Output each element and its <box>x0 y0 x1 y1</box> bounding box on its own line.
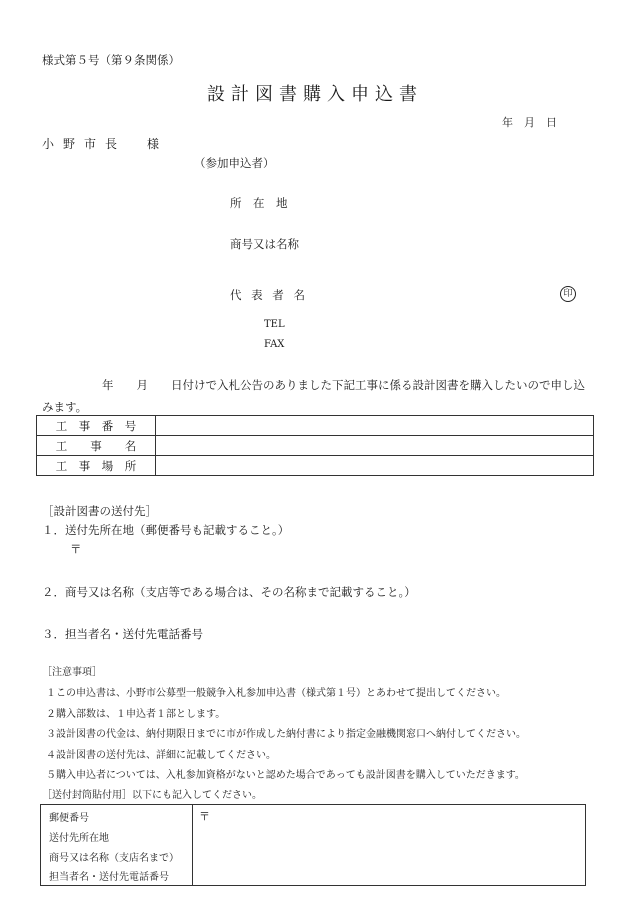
tel-label: TEL <box>264 319 285 330</box>
application-statement: 年 月 日付けで入札公告のありました下記工事に係る設計図書を購入したいので申し込みます。 <box>42 378 585 414</box>
delivery-item-name: ２．商号又は名称（支店等である場合は、その名称まで記載すること。） <box>42 585 416 599</box>
postal-mark: 〒 <box>70 542 82 556</box>
ship-company-label: 商号又は名称（支店名まで） <box>49 853 179 864</box>
representative-label: 代 表 者 名 <box>230 288 308 302</box>
work-name-value[interactable] <box>156 436 594 456</box>
delivery-heading: ［設計図書の送付先］ <box>42 504 157 518</box>
document-title: 設計図書購入申込書 <box>207 84 423 105</box>
table-row <box>37 436 594 456</box>
note-item: ３設計図書の代金は、納付期限日までに市が作成した納付書により指定金融機関窓口へ納付してください。 <box>46 729 526 740</box>
note-item: ２購入部数は、１申込者１部とします。 <box>46 709 226 720</box>
applicant-heading: （参加申込者） <box>194 156 275 170</box>
note-item: １この申込書は、小野市公募型一般競争入札参加申込書（様式第１号）とあわせて提出してください。 <box>46 688 506 699</box>
ship-postal-mark[interactable]: 〒 <box>199 810 210 823</box>
box-divider <box>192 805 193 885</box>
form-number-label: 様式第５号（第９条関係） <box>42 53 180 67</box>
ship-address-label: 送付先所在地 <box>49 833 109 844</box>
delivery-item-address: １．送付先所在地（郵便番号も記載すること。） <box>42 523 290 537</box>
fax-label: FAX <box>264 339 285 350</box>
date-line: 年 月 日 <box>502 116 557 129</box>
seal-mark: 印 <box>560 286 576 302</box>
ship-contact-label: 担当者名・送付先電話番号 <box>49 872 169 883</box>
work-number-value[interactable] <box>156 416 594 436</box>
work-info-table <box>36 415 594 476</box>
work-number-label: 工 事 番 号 <box>37 416 156 436</box>
addressee: 小野市長 様 <box>42 137 169 151</box>
table-row <box>37 456 594 476</box>
note-item: ４設計図書の送付先は、詳細に記載してください。 <box>46 750 276 761</box>
notes-heading: ［注意事項］ <box>42 667 102 678</box>
company-name-label: 商号又は名称 <box>230 237 299 251</box>
delivery-item-contact: ３．担当者名・送付先電話番号 <box>42 627 203 641</box>
work-location-label: 工 事 場 所 <box>37 456 156 476</box>
envelope-note: ［送付封筒貼付用］以下にも記入してください。 <box>42 790 262 801</box>
work-location-value[interactable] <box>156 456 594 476</box>
note-item: ５購入申込者については、入札参加資格がないと認めた場合であっても設計図書を購入していただきます。 <box>46 770 525 781</box>
table-row <box>37 416 594 436</box>
address-label: 所 在 地 <box>230 196 288 210</box>
work-name-label: 工 事 名 <box>37 436 156 456</box>
shipping-label-box <box>40 804 586 886</box>
postal-code-label: 郵便番号 <box>49 813 89 824</box>
